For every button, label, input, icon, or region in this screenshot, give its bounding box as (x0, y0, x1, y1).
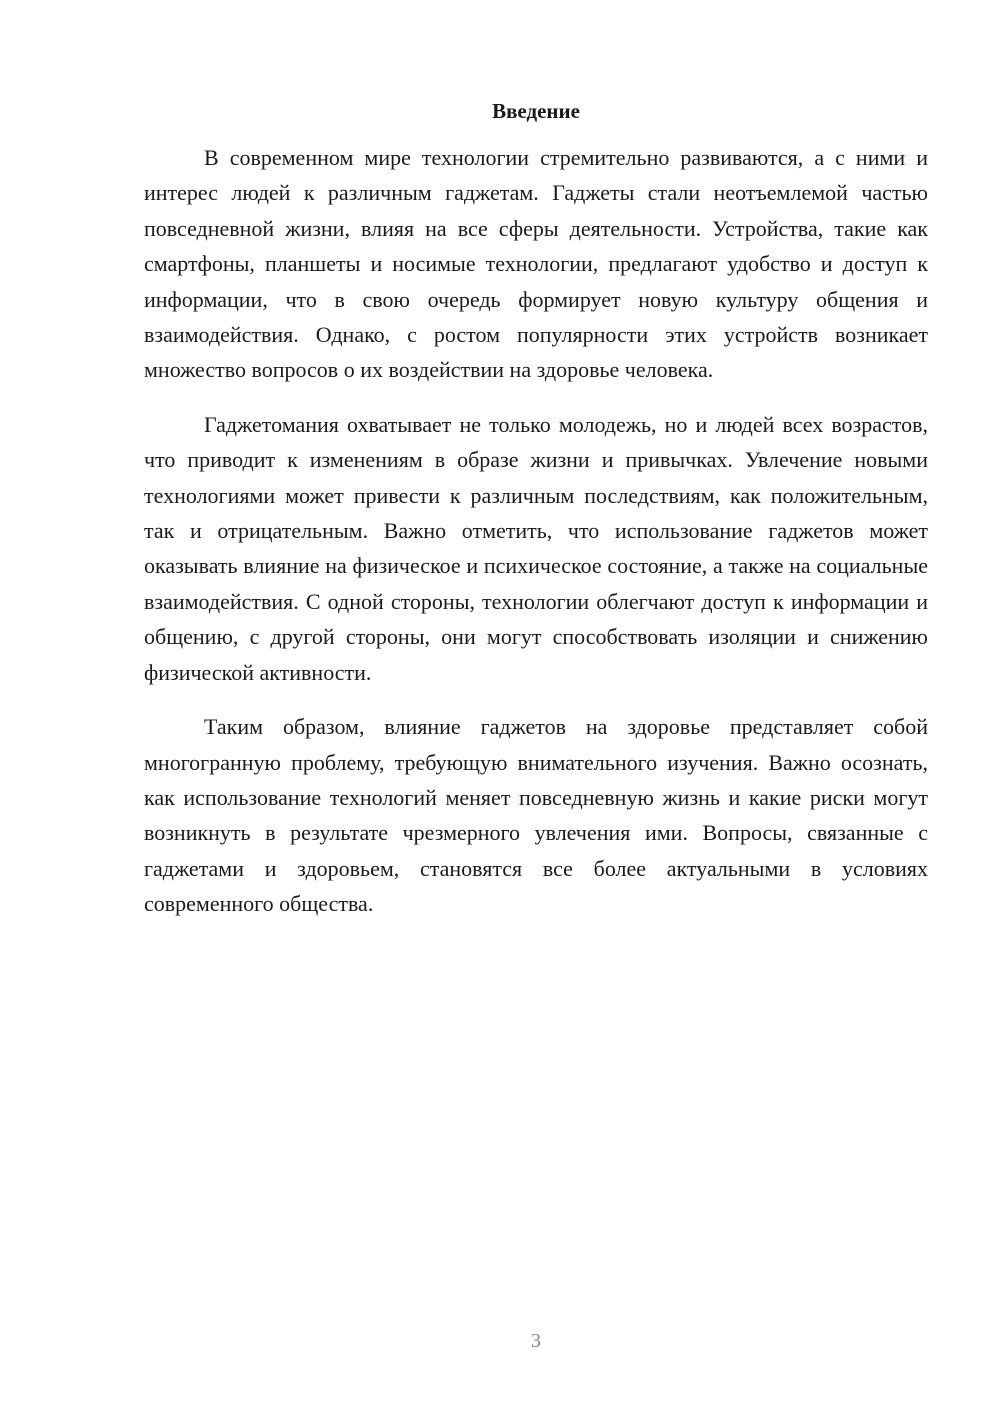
paragraph-2: Гаджетомания охватывает не только молодежь, но и людей всех возрастов, что приводит к изменениям в образе жизни и привычках. Увлечение новыми технологиями может привести к различным последствиям, как положительным, так и отрицательным. Важно отметить, что использование гаджетов может оказывать влияние на физическое и психическое состояние, а также на социальные взаимодействия. С одной стороны, технологии облегчают доступ к информации и общению, с другой стороны, они могут способствовать изоляции и снижению физической активности. (144, 411, 928, 685)
paragraph-1: В современном мире технологии стремительно развиваются, а с ними и интерес людей к различным гаджетам. Гаджеты стали неотъемлемой частью повседневной жизни, влияя на все сферы деятельности. Устройства, такие как смартфоны, планшеты и носимые технологии, предлагают удобство и доступ к информации, что в свою очередь формирует новую культуру общения и взаимодействия. Однако, с ростом популярности этих устройств возникает множество вопросов о их воздействии на здоровье человека. (144, 145, 928, 383)
page-content (144, 96, 928, 941)
paragraph-3: Таким образом, влияние гаджетов на здоровье представляет собой многогранную проблему, требующую внимательного изучения. Важно осознать, как использование технологий меняет повседневную жизнь и какие риски могут возникнуть в результате чрезмерного увлечения ими. Вопросы, связанные с гаджетами и здоровьем, становятся все более актуальными в условиях современного общества. (144, 714, 928, 917)
page-number: 3 (531, 1330, 541, 1352)
section-heading: Введение (492, 99, 580, 123)
